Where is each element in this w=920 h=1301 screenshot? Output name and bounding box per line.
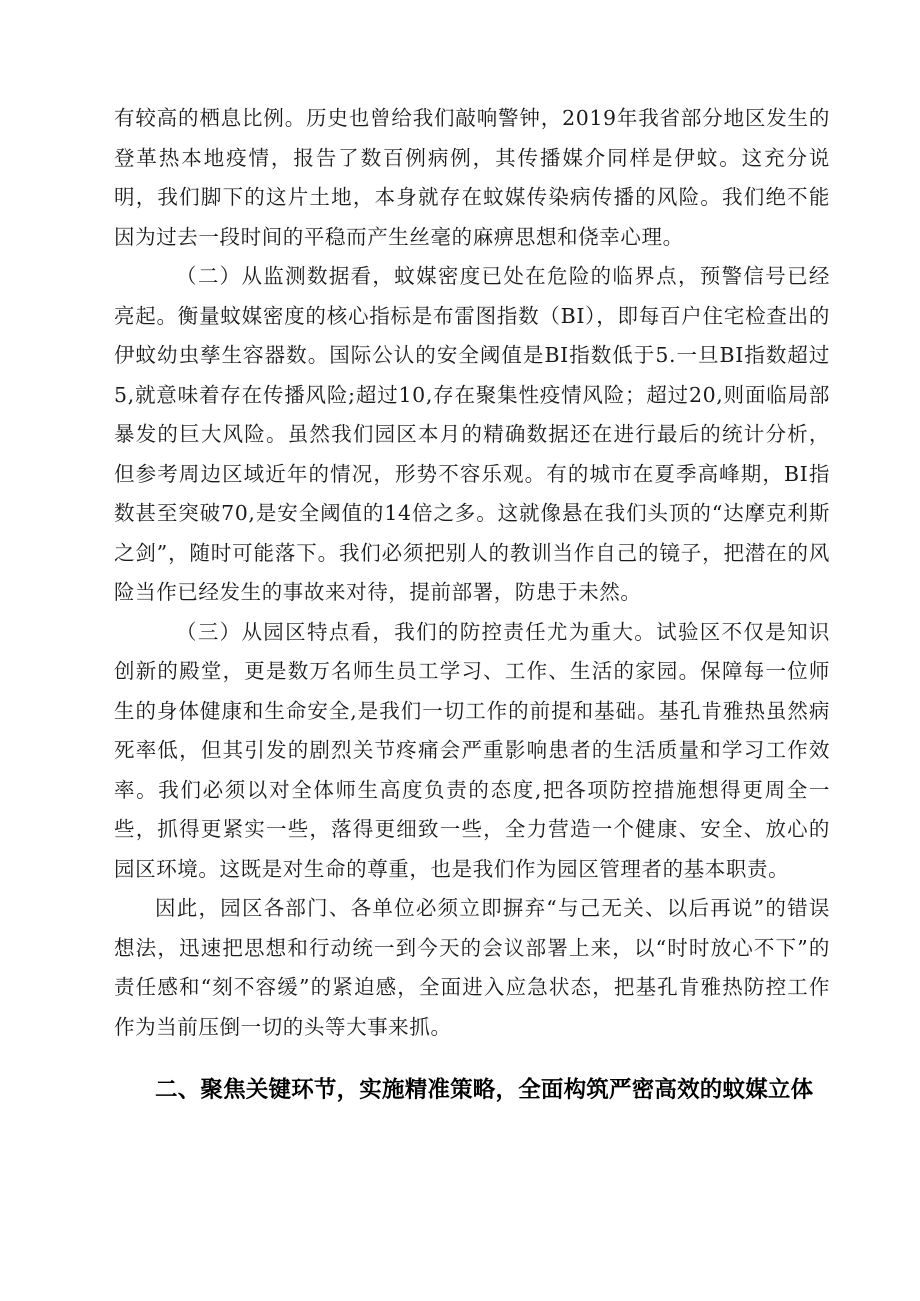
paragraph-monitoring-data: （二）从监测数据看，蚊媒密度已处在危险的临界点，预警信号已经亮起。衡量蚊媒密度的核心指标是布雷图指数（BI），即每百户住宅检查出的伊蚊幼虫孳生容器数。国际公认的安全阈值是BI指数低于5.一旦BI指数超过5,就意味着存在传播风险;超过10,存在聚集性疫情风险；超过20,则面临局部暴发的巨大风险。虽然我们园区本月的精确数据还在进行最后的统计分析，但参考周边区域近年的情况，形势不容乐观。有的城市在夏季高峰期，BI指数甚至突破70,是安全阈值的14倍之多。这就像悬在我们头顶的“达摩克利斯之剑”，随时可能落下。我们必须把别人的教训当作自己的镜子，把潜在的风险当作已经发生的事故来对待，提前部署，防患于未然。 (114, 264, 830, 604)
paragraph-park-characteristics: （三）从园区特点看，我们的防控责任尤为重大。试验区不仅是知识创新的殿堂，更是数万名师生员工学习、工作、生活的家园。保障每一位师生的身体健康和生命安全,是我们一切工作的前提和基础。基孔肯雅热虽然病死率低，但其引发的剧烈关节疼痛会严重影响患者的生活质量和学习工作效率。我们必须以对全体师生高度负责的态度,把各项防控措施想得更周全一些，抓得更紧实一些，落得更细致一些，全力营造一个健康、安全、放心的园区环境。这既是对生命的尊重，也是我们作为园区管理者的基本职责。 (114, 619, 830, 881)
paragraph-conclusion: 因此，园区各部门、各单位必须立即摒弃“与己无关、以后再说”的错误想法，迅速把思想和行动统一到今天的会议部署上来，以“时时放心不下”的责任感和“刻不容缓”的紧迫感，全面进入应急状态，把基孔肯雅热防控工作作为当前压倒一切的头等大事来抓。 (114, 896, 830, 1039)
document-body (114, 99, 830, 1110)
section-heading-two: 二、聚焦关键环节，实施精准策略，全面构筑严密高效的蚊媒立体 (155, 1077, 814, 1103)
paragraph-history-risk: 有较高的栖息比例。历史也曾给我们敲响警钟，2019年我省部分地区发生的登革热本地疫情，报告了数百例病例，其传播媒介同样是伊蚊。这充分说明，我们脚下的这片土地，本身就存在蚊媒传染病传播的风险。我们绝不能因为过去一段时间的平稳而产生丝毫的麻痹思想和侥幸心理。 (114, 106, 830, 249)
